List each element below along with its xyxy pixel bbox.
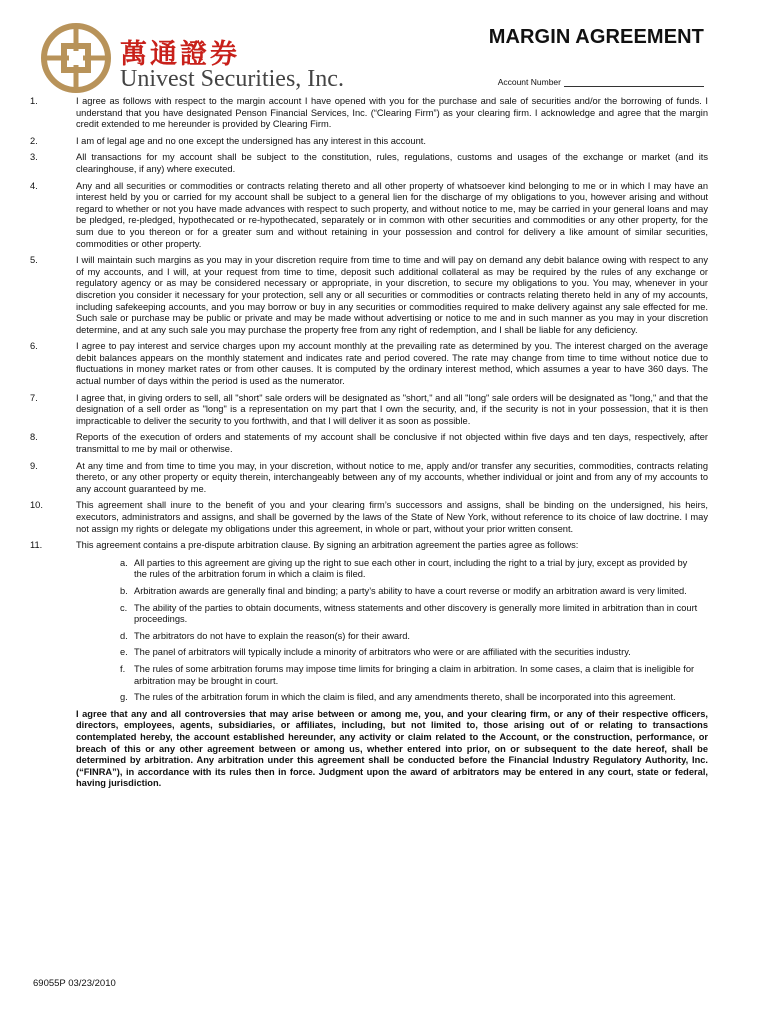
arbitration-agreement-text: I agree that any and all controversies that may arise between or among me, you, and your clearing firm, or any of their respective officers, directors, employees, agents, subsidiaries, or affiliates, including, but not limited to, those arising out of or relating to transactions contemplated hereby, the account established hereunder, any activity or claim related to the Account, or the construction, performance, or breach of this or any other agreement between or among us, whether entered into prior, on or subsequent to the date hereof, shall be determined by arbitration. Any arbitration under this agreement shall be conducted before the Financial Industry Regulatory Authority, Inc. (“FINRA”), in accordance with its rules then in force. Judgment upon the award of arbitrators may be entered in any court, state or federal, having jurisdiction. <box>76 708 708 789</box>
agreement-body <box>28 96 708 790</box>
clause-10: 10. This agreement shall inure to the benefit of you and your clearing firm’s successors and assigns, shall be binding on the undersigned, his heirs, executors, administrators and assigns, and shall be governed by the laws of the State of New York, without reference to its choice of law doctrine. I may not assign my rights or delegate my obligations under this agreement, in whole or part, without your prior written consent. <box>30 500 708 534</box>
account-number-field[interactable] <box>498 77 704 87</box>
arbitration-point-f: f. The rules of some arbitration forums may impose time limits for bringing a claim in arbitration. In some cases, a claim that is ineligible for arbitration may be brought in court. <box>120 663 695 686</box>
company-logo <box>40 22 344 94</box>
account-number-line[interactable] <box>564 77 704 87</box>
clause-6: 6. I agree to pay interest and service charges upon my account monthly at the prevailing rate as determined by you. The interest charged on the average debit balances appears on the monthly statement and indicates rate and period covered. The rate may change from time to time without notice due to fluctuations in money market rates or from other causes. It is computed by the ordinary interest method, which assumes a year to have 360 days. The actual number of days within the period is used as the numerator. <box>30 341 708 387</box>
form-code: 69055P 03/23/2010 <box>33 978 116 989</box>
account-number-label: Account Number <box>497 77 561 87</box>
arbitration-point-e: e. The panel of arbitrators will typically include a minority of arbitrators who were or are affiliated with the securities industry. <box>120 647 631 658</box>
clause-5: 5. I will maintain such margins as you may in your discretion require from time to time and will pay on demand any debit balance owing with respect to any of my accounts, and I will, at your request from time to time, deposit such additional collateral as may be required by the rules of any exchange or regulatory agency or as may be considered necessary or appropriate, in your discretion, to secure my obligations to you. You may, whenever in your discretion you consider it necessary for your protection, sell any or all securities or commodities or contracts relating thereto held in any of my accounts, including safekeeping accounts, and you may borrow or buy in any securities or commodities required to make delivery against any sale effected for me. Such sale or purchase may be public or private and may be made without advertising or notice to me and in such manner as you may in your discretion determine, and at any such sale you may purchase the property free from any right of redemption, and I shall be liable for any deficiency. <box>30 255 708 335</box>
clause-4: 4. Any and all securities or commodities or contracts relating thereto and all other property of whatsoever kind belonging to me or in which I may have an interest held by you or carried for my account shall be subject to a general lien for the discharge of my obligations to you, however arising and without regard to whether or not you have made advances with respect to such property, and without notice to me, may be carried in your general loans and may be pledged, re-pledged, hypothecated or re-hypothecated, separately or in common with other securities and commodities or any other property, for the sum due to you thereon or for a greater sum and without retaining in your possession and control for delivery a like amount of similar securities, commodities or other property. <box>30 180 708 249</box>
document-title: MARGIN AGREEMENT <box>488 26 704 48</box>
clause-1: 1. I agree as follows with respect to the margin account I have opened with you for the purchase and sale of securities and/or the borrowing of funds. I understand that you have designated Penson Financial Services, Inc. (“Clearing Firm”) as your clearing firm. I acknowledge and agree that the margin credit extended to me hereunder is provided by Clearing Firm. <box>30 96 708 130</box>
logo-chinese-name: 萬通證券 <box>120 39 240 70</box>
clause-8: 8. Reports of the execution of orders and statements of my account shall be conclusive if not objected within five days and ten days, respectively, after transmittal to me by mail or otherwise. <box>30 432 708 455</box>
arbitration-point-g: g. The rules of the arbitration forum in which the claim is filed, and any amendments thereto, shall be incorporated into this agreement. <box>120 692 676 703</box>
clause-3: 3. All transactions for my account shall be subject to the constitution, rules, regulations, customs and usages of the exchange or market (and its clearinghouse, if any) where executed. <box>30 152 708 174</box>
arbitration-points <box>120 558 702 704</box>
arbitration-point-a: a. All parties to this agreement are giving up the right to sue each other in court, including the right to a trial by jury, except as provided by the rules of the arbitration forum in which a claim is filed. <box>120 557 688 580</box>
clause-11: 11. This agreement contains a pre-dispute arbitration clause. By signing an arbitration agreement the parties agree as follows: <box>30 540 579 551</box>
arbitration-point-d: d. The arbitrators do not have to explain the reason(s) for their award. <box>120 630 410 641</box>
clause-2: 2. I am of legal age and no one except the undersigned has any interest in this account. <box>30 135 426 146</box>
clause-9: 9. At any time and from time to time you may, in your discretion, without notice to me, apply and/or transfer any securities, commodities, contracts relating thereto, or any other property or equity therein, interchangeably between any of my accounts, whether individual or joint and from any of my accounts to any account guaranteed by me. <box>30 460 708 494</box>
logo-company-name: Univest Securities, Inc. <box>120 66 344 92</box>
arbitration-point-c: c. The ability of the parties to obtain documents, witness statements and other discovery is generally more limited in arbitration than in court proceedings. <box>120 602 698 625</box>
clause-7: 7. I agree that, in giving orders to sell, all "short" sale orders will be designated as "short," and all "long" sale orders will be designated as "long," and that the designation of a sell order as "long" is a representation on my part that I own the security, and, if the security is not in your possession, that it is then impracticable to deliver the security to you forthwith, and that I will deliver it as soon as possible. <box>30 392 708 426</box>
coin-emblem-icon <box>40 22 112 94</box>
arbitration-point-b: b. Arbitration awards are generally final and binding; a party’s ability to have a court reverse or modify an arbitration award is very limited. <box>120 585 687 596</box>
